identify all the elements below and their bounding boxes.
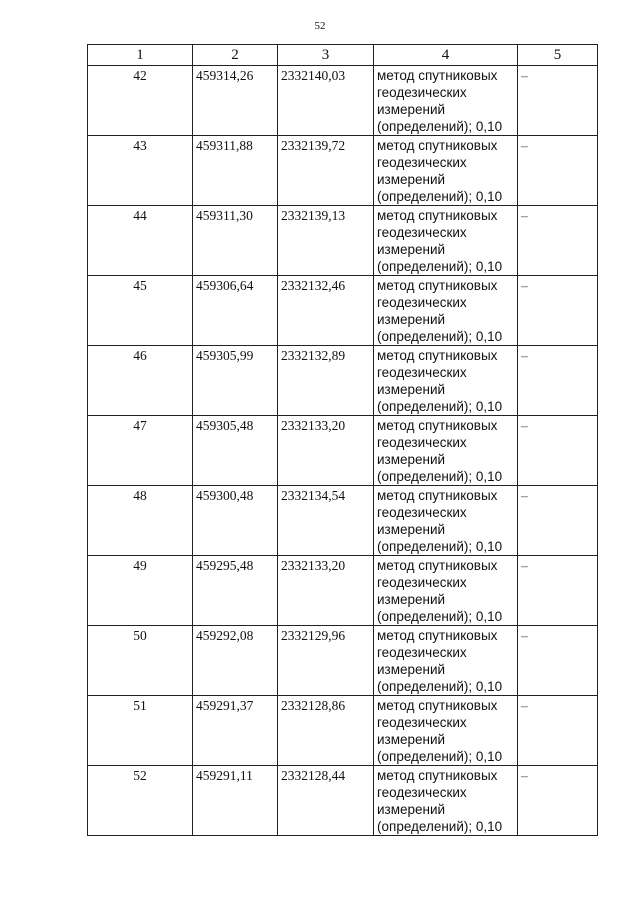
table-row bbox=[88, 346, 598, 416]
header-col-5: 5 bbox=[518, 45, 598, 66]
table-row bbox=[88, 276, 598, 346]
note-cell: – bbox=[518, 136, 598, 206]
table-row bbox=[88, 416, 598, 486]
point-number-cell: 48 bbox=[88, 486, 193, 556]
table-row bbox=[88, 136, 598, 206]
coordinate-y-cell: 2332129,96 bbox=[278, 626, 374, 696]
note-cell: – bbox=[518, 696, 598, 766]
method-accuracy-cell: метод спутниковых геодезических измерений (определений); 0,10 bbox=[374, 556, 518, 626]
coordinate-x-cell: 459305,99 bbox=[193, 346, 278, 416]
header-col-4: 4 bbox=[374, 45, 518, 66]
note-cell: – bbox=[518, 766, 598, 836]
coordinate-x-cell: 459305,48 bbox=[193, 416, 278, 486]
coordinate-y-cell: 2332132,46 bbox=[278, 276, 374, 346]
table-row bbox=[88, 486, 598, 556]
header-row bbox=[88, 45, 598, 66]
coordinate-y-cell: 2332140,03 bbox=[278, 66, 374, 136]
note-cell: – bbox=[518, 486, 598, 556]
method-accuracy-cell: метод спутниковых геодезических измерений (определений); 0,10 bbox=[374, 136, 518, 206]
note-cell: – bbox=[518, 556, 598, 626]
note-cell: – bbox=[518, 626, 598, 696]
coordinate-y-cell: 2332139,13 bbox=[278, 206, 374, 276]
point-number-cell: 42 bbox=[88, 66, 193, 136]
table-row bbox=[88, 66, 598, 136]
point-number-cell: 52 bbox=[88, 766, 193, 836]
method-accuracy-cell: метод спутниковых геодезических измерений (определений); 0,10 bbox=[374, 206, 518, 276]
note-cell: – bbox=[518, 346, 598, 416]
method-accuracy-cell: метод спутниковых геодезических измерений (определений); 0,10 bbox=[374, 626, 518, 696]
table-row bbox=[88, 696, 598, 766]
table-row bbox=[88, 766, 598, 836]
coordinate-y-cell: 2332133,20 bbox=[278, 556, 374, 626]
point-number-cell: 49 bbox=[88, 556, 193, 626]
header-col-3: 3 bbox=[278, 45, 374, 66]
method-accuracy-cell: метод спутниковых геодезических измерений (определений); 0,10 bbox=[374, 696, 518, 766]
header-col-2: 2 bbox=[193, 45, 278, 66]
table-row bbox=[88, 556, 598, 626]
method-accuracy-cell: метод спутниковых геодезических измерений (определений); 0,10 bbox=[374, 416, 518, 486]
method-accuracy-cell: метод спутниковых геодезических измерений (определений); 0,10 bbox=[374, 66, 518, 136]
table-row bbox=[88, 626, 598, 696]
page-number: 52 bbox=[314, 20, 326, 32]
note-cell: – bbox=[518, 66, 598, 136]
coordinate-y-cell: 2332134,54 bbox=[278, 486, 374, 556]
coordinate-y-cell: 2332132,89 bbox=[278, 346, 374, 416]
header-col-1: 1 bbox=[88, 45, 193, 66]
coordinate-x-cell: 459291,37 bbox=[193, 696, 278, 766]
point-number-cell: 45 bbox=[88, 276, 193, 346]
coordinate-x-cell: 459295,48 bbox=[193, 556, 278, 626]
note-cell: – bbox=[518, 206, 598, 276]
coordinate-x-cell: 459311,88 bbox=[193, 136, 278, 206]
method-accuracy-cell: метод спутниковых геодезических измерений (определений); 0,10 bbox=[374, 766, 518, 836]
method-accuracy-cell: метод спутниковых геодезических измерений (определений); 0,10 bbox=[374, 486, 518, 556]
coordinate-x-cell: 459306,64 bbox=[193, 276, 278, 346]
point-number-cell: 50 bbox=[88, 626, 193, 696]
note-cell: – bbox=[518, 416, 598, 486]
point-number-cell: 47 bbox=[88, 416, 193, 486]
coordinate-x-cell: 459314,26 bbox=[193, 66, 278, 136]
point-number-cell: 51 bbox=[88, 696, 193, 766]
coordinate-y-cell: 2332139,72 bbox=[278, 136, 374, 206]
coordinate-y-cell: 2332128,44 bbox=[278, 766, 374, 836]
point-number-cell: 46 bbox=[88, 346, 193, 416]
point-number-cell: 43 bbox=[88, 136, 193, 206]
method-accuracy-cell: метод спутниковых геодезических измерений (определений); 0,10 bbox=[374, 346, 518, 416]
coordinate-y-cell: 2332128,86 bbox=[278, 696, 374, 766]
coordinates-table bbox=[87, 44, 598, 836]
coordinate-x-cell: 459300,48 bbox=[193, 486, 278, 556]
note-cell: – bbox=[518, 276, 598, 346]
coordinate-x-cell: 459311,30 bbox=[193, 206, 278, 276]
point-number-cell: 44 bbox=[88, 206, 193, 276]
coordinate-x-cell: 459291,11 bbox=[193, 766, 278, 836]
coordinate-x-cell: 459292,08 bbox=[193, 626, 278, 696]
method-accuracy-cell: метод спутниковых геодезических измерений (определений); 0,10 bbox=[374, 276, 518, 346]
coordinate-y-cell: 2332133,20 bbox=[278, 416, 374, 486]
table-row bbox=[88, 206, 598, 276]
